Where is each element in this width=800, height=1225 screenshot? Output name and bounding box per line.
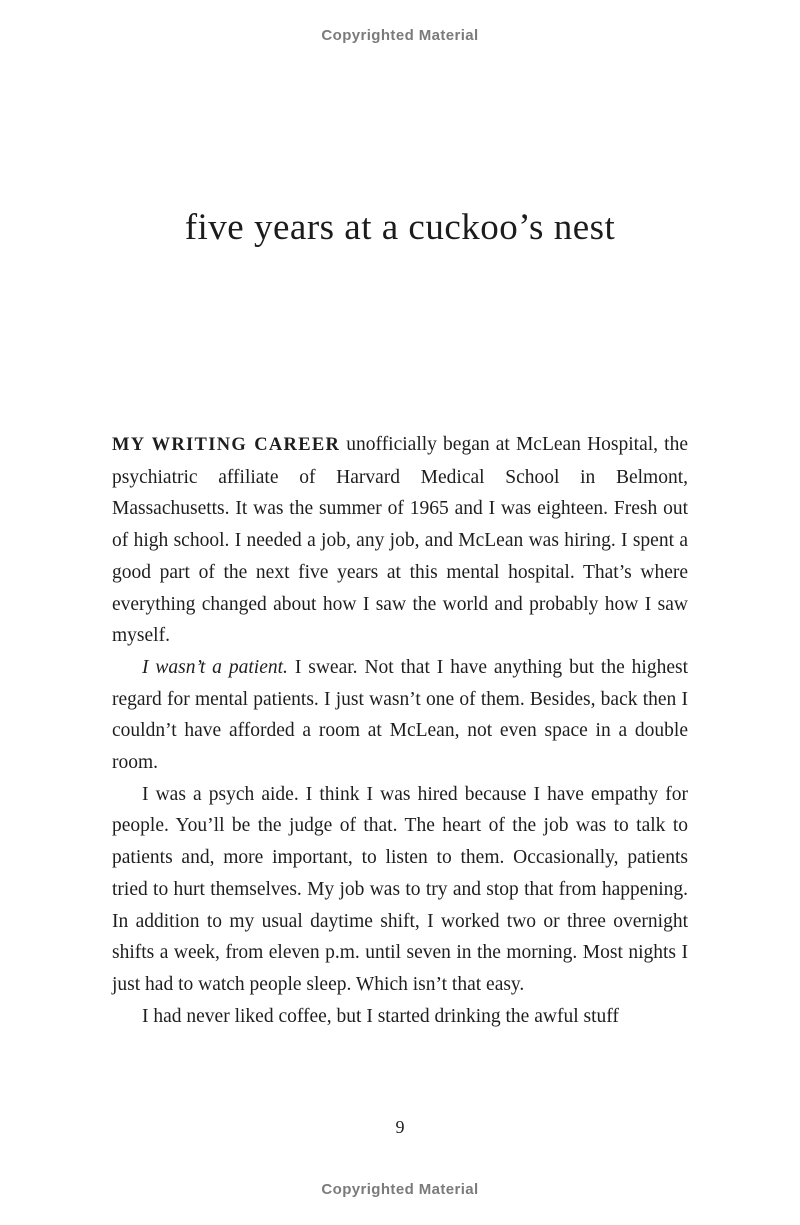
copyright-notice-bottom: Copyrighted Material bbox=[321, 1181, 479, 1198]
paragraph-4: I had never liked coffee, but I started drinking the awful stuff bbox=[142, 1005, 619, 1027]
chapter-title: five years at a cuckoo’s nest bbox=[184, 206, 616, 248]
page-number: 9 bbox=[395, 1117, 405, 1137]
body-text bbox=[112, 429, 688, 1032]
paragraph-1-lead-caps: MY WRITING CAREER bbox=[112, 435, 341, 455]
paragraph-2 bbox=[112, 652, 688, 779]
paragraph-2-italic-phrase: I wasn’t a patient. bbox=[142, 656, 288, 678]
paragraph-1 bbox=[112, 429, 688, 652]
copyright-notice-top: Copyrighted Material bbox=[321, 27, 479, 44]
paragraph-1-text: unofficially began at McLean Hospital, the psychiatric affiliate of Harvard Medical School in Belmont, Massachusetts. It was the summer of 1965 and I was eighteen. Fresh out of high school. I needed a job, any job, and McLean was hiring. I spent a good part of the next five years at this mental hospital. That’s where everything changed about how I saw the world and probably how I saw myself. bbox=[112, 434, 688, 647]
paragraph-2-text: I swear. Not that I have anything but the highest regard for mental patients. I just wasn’t one of them. Besides, back then I couldn’t have afforded a room at McLean, not even space in a double room. bbox=[112, 656, 689, 774]
paragraph-3: I was a psych aide. I think I was hired because I have empathy for people. You’ll be the judge of that. The heart of the job was to talk to patients and, more important, to listen to them. Occasionally, patients tried to hurt themselves. My job was to try and stop that from happening. In addition to my usual daytime shift, I worked two or three overnight shifts a week, from eleven p.m. until seven in the morning. Most nights I just had to watch people sleep. Which isn’t that easy. bbox=[112, 783, 688, 995]
